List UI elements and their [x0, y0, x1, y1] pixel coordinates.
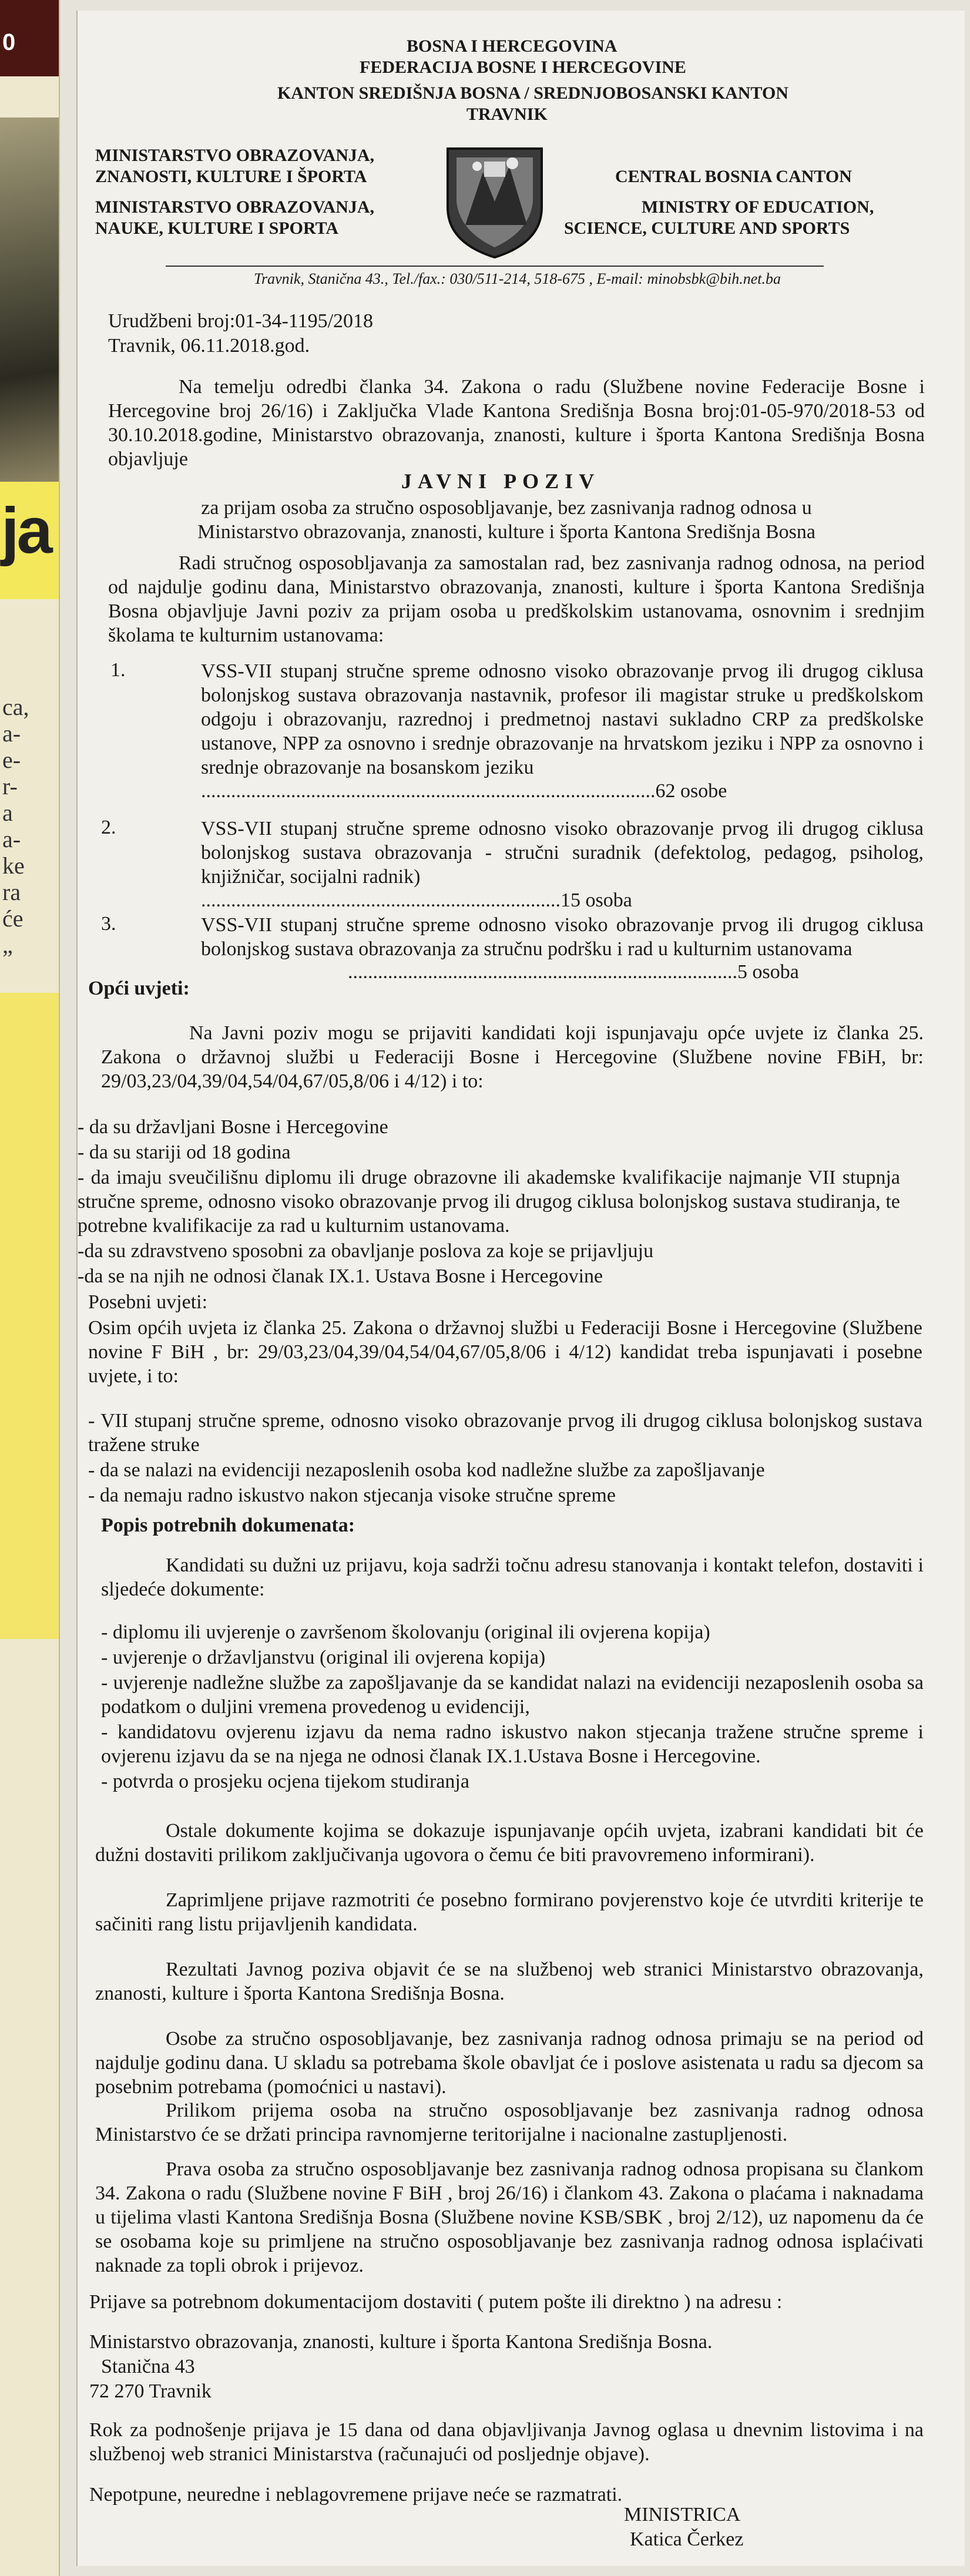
adjacent-red-bar: 0 — [0, 0, 59, 76]
general-conditions-heading: Opći uvjeti: — [88, 978, 190, 999]
special-conditions-heading: Posebni uvjeti: — [88, 1291, 208, 1313]
list-item: - kandidatovu ovjerenu izjavu da nema radno iskustvo nakon stjecanja tražene stručne spreme i ovjerenu izjavu da se na njega ne odnosi članak IX.1.Ustava Bosne i Hercegovine. — [101, 1721, 924, 1767]
position-2-count: ........................................................................15 osoba — [201, 889, 632, 911]
header-city: TRAVNIK — [466, 105, 548, 124]
list-item: -da su zdravstveno sposobni za obavljanje poslova za koje se prijavljuju — [78, 1240, 654, 1262]
paragraph-results: Rezultati Javnog poziva objavit će se na službenoj web stranici Ministarstvo obrazovanja, znanosti, kulture i športa Kantona Središnja Bosna. — [95, 1959, 924, 2004]
ministry-left-2b: NAUKE, KULTURE I SPORTA — [95, 219, 339, 238]
position-3-count: ..............................................................................5 osoba — [348, 961, 799, 983]
position-1-text: VSS-VII stupanj stručne spreme odnosno visoko obrazovanje prvog ili drugog ciklusa bolonjskog sustava obrazovanja nastavnik, profesor ili magistar struke u predškolskom odgoju i obrazovanju, razrednoj i predmetnoj nastavi sukladno CRP za predškolske ustanove, NPP za osnovno i srednje obrazovanje na hrvatskom jeziku i NPP za osnovno i srednje obrazovanje na bosanskom jeziku — [201, 660, 924, 778]
position-3-number: 3. — [101, 913, 116, 935]
position-1-count: ...........................................................................................62 osobe — [201, 780, 727, 802]
signature-name: Katica Čerkez — [630, 2528, 744, 2550]
paragraph-principles: Prilikom prijema osoba na stručno osposobljavanje bez zasnivanja radnog odnosa Ministarstvo će se držati principa ravnomjerne teritorijalne i nacionalne zastupljenosti. — [95, 2100, 924, 2145]
intro-paragraph: Na temelju odredbi članka 34. Zakona o radu (Službene novine Federacije Bosne i Hercegovine broj 26/16) i Zaključka Vlade Kantona Središnja Bosna broj:01-05-970/2018-53 od 30.10.2018.godine, Ministarstvo obrazovanja, znanosti, kulture i športa Kantona Središnja Bosna objavljuje — [108, 376, 925, 470]
canton-coat-of-arms-icon — [442, 137, 548, 260]
signature-role: MINISTRICA — [624, 2504, 741, 2525]
list-item: - da nemaju radno iskustvo nakon stjecanja visoke stručne spreme — [88, 1485, 616, 1506]
submission-address-3: 72 270 Travnik — [89, 2380, 212, 2402]
adjacent-newspaper-strip: 0 ja ca, a- e- r- a a- ke ra će „ — [0, 0, 60, 2576]
general-conditions-list — [78, 1115, 900, 1289]
documents-list — [101, 1620, 924, 1795]
documents-heading: Popis potrebnih dokumenata: — [101, 1514, 355, 1536]
documents-text: Kandidati su dužni uz prijavu, koja sadrži točnu adresu stanovanja i kontakt telefon, dostaviti i sljedeće dokumente: — [101, 1554, 924, 1600]
list-item: - potvrda o prosjeku ocjena tijekom studiranja — [101, 1771, 469, 1792]
header-divider — [166, 266, 824, 267]
list-item: - uvjerenje o državljanstvu (original ili ovjerena kopija) — [101, 1647, 546, 1668]
paragraph-duration: Osobe za stručno osposobljavanje, bez zasnivanja radnog odnosa primaju se na period od najdulje godinu dana. U skladu sa potrebama škole obavljat će i poslove asistenata u radu sa djecom sa posebnim potrebama (pomoćnici u nastavi). — [95, 2028, 924, 2098]
right-canton: CENTRAL BOSNIA CANTON — [615, 167, 852, 186]
position-2-text: VSS-VII stupanj stručne spreme odnosno visoko obrazovanje prvog ili drugog ciklusa bolonjskog sustava obrazovanja - stručni suradnik (defektolog, pedagog, psiholog, knjižničar, socijalni radnik) — [201, 818, 924, 888]
adjacent-photo — [0, 117, 59, 482]
reference-number: Urudžbeni broj:01-34-1195/2018 — [108, 310, 374, 332]
general-conditions-text: Na Javni poziv mogu se prijaviti kandidati koji ispunjavaju opće uvjete iz članka 25. Zakona o državnoj službi u Federaciji Bosne i Hercegovine (Službene novine FBiH, br: 29/03,23/04,39/04,54/04,67/05,8/06 i 4/12) i to: — [101, 1022, 924, 1092]
paragraph-committee: Zaprimljene prijave razmotriti će posebno formirano povjerenstvo koje će utvrditi kriterije te sačiniti rang listu prijavljenih kandidata. — [95, 1889, 924, 1935]
submission-incomplete-note: Nepotpune, neuredne i neblagovremene prijave neće se razmatrati. — [89, 2484, 623, 2506]
ministry-left-2a: MINISTARSTVO OBRAZOVANJA, — [95, 197, 375, 217]
reference-place-date: Travnik, 06.11.2018.god. — [108, 335, 310, 357]
submission-deadline: Rok za podnošenje prijava je 15 dana od dana objavljivanja Javnog oglasa u dnevnim listovima i na službenoj web stranici Ministarstva (računajući od posljednje objave). — [89, 2419, 924, 2465]
list-item: -da se na njih ne odnosi članak IX.1. Ustava Bosne i Hercegovine — [78, 1265, 603, 1287]
document-title: JAVNI POZIV — [401, 469, 600, 493]
header-address-line: Travnik, Stanična 43., Tel./fax.: 030/511-214, 518-675 , E-mail: minobsbk@bih.net.ba — [254, 270, 781, 287]
submission-address-1: Ministarstvo obrazovanja, znanosti, kulture i športa Kantona Središnja Bosna. — [89, 2331, 713, 2353]
position-3-text: VSS-VII stupanj stručne spreme odnosno visoko obrazovanje prvog ili drugog ciklusa bolonjskog sustava obrazovanja za stručnu podršku i rad u kulturnim ustanovama — [201, 914, 924, 960]
position-2-number: 2. — [101, 817, 116, 838]
position-1-number: 1. — [110, 659, 126, 681]
paragraph-rights: Prava osoba za stručno osposobljavanje bez zasnivanja radnog odnosa propisana su člankom 34. Zakona o radu (Službene novine F BiH , broj 26/16) i člankom 43. Zakona o plaćama i naknadama u tijelima vlasti Kantona Središnja Bosna (Službene novine KSB/SBK , broj 2/12), uz napomenu da će se osobama koje su primljene na stručno osposobljavanje bez zasnivanja radnog odnosa isplaćivati naknade za topli obrok i prijevoz. — [95, 2158, 924, 2276]
list-item: - uvjerenje nadležne službe za zapošljavanje da se kandidat nalazi na evidenciji nezaposlenih osoba sa podatkom o duljini vremena provedenog u evidenciji, — [101, 1672, 924, 1718]
header-canton: KANTON SREDIŠNJA BOSNA / SREDNJOBOSANSKI KANTON — [277, 83, 788, 103]
submission-address-2: Stanična 43 — [101, 2356, 195, 2377]
header-federation: FEDERACIJA BOSNE I HERCEGOVINE — [360, 58, 686, 77]
header-country: BOSNA I HERCEGOVINA — [407, 36, 617, 56]
list-item: - da se nalazi na evidenciji nezaposlenih osoba kod nadležne službe za zapošljavanje — [88, 1459, 765, 1481]
right-ministry-b: SCIENCE, CULTURE AND SPORTS — [564, 219, 850, 238]
public-call-document — [76, 11, 965, 2566]
document-subtitle: za prijam osoba za stručno osposobljavanje, bez zasnivanja radnog odnosa u Ministarstvo obrazovanja, znanosti, kulture i športa Kantona Središnja Bosna — [197, 497, 815, 543]
list-item: - diplomu ili uvjerenje o završenom školovanju (original ili ovjerena kopija) — [101, 1621, 710, 1643]
special-conditions-text: Osim općih uvjeta iz članka 25. Zakona o državnoj službi u Federaciji Bosne i Hercegovine (Službene novine F BiH , br: 29/03,23/04,39/04,54/04,67/05,8/06 i 4/12) kandidat treba ispunjavati i posebne uvjete, i to: — [88, 1317, 922, 1387]
submission-text: Prijave sa potrebnom dokumentacijom dostaviti ( putem pošte ili direktno ) na adresu : — [89, 2291, 783, 2313]
adjacent-headline-fragment: ja — [0, 482, 59, 599]
lead-paragraph: Radi stručnog osposobljavanja za samostalan rad, bez zasnivanja radnog odnosa, na period od najdulje godinu dana, Ministarstvo obrazovanja, znanosti, kulture i športa Kantona Središnja Bosna objavljuje Javni poziv za prijam osoba u predškolskim ustanovama, osnovnim i srednjim školama te kulturnim ustanovama: — [108, 552, 925, 646]
right-ministry-a: MINISTRY OF EDUCATION, — [642, 197, 874, 217]
special-conditions-list — [88, 1409, 922, 1509]
adjacent-yellow-panel — [0, 993, 59, 1639]
list-item: - da imaju sveučilišnu diplomu ili druge obrazovne ili akademske kvalifikacije najmanje VII stupnja stručne spreme, odnosno visoko obrazovanje prvog ili drugog ciklusa bolonjskog sustava studiranja, te potrebne kvalifikacije za rad u kulturnim ustanovama. — [78, 1167, 900, 1237]
list-item: - da su državljani Bosne i Hercegovine — [78, 1116, 388, 1138]
list-item: - VII stupanj stručne spreme, odnosno visoko obrazovanje prvog ili drugog ciklusa bolonjskog sustava tražene struke — [88, 1410, 922, 1456]
list-item: - da su stariji od 18 godina — [78, 1141, 291, 1163]
paragraph-other-documents: Ostale dokumente kojima se dokazuje ispunjavanje općih uvjeta, izabrani kandidati bit će dužni dostaviti prilikom zaključivanja ugovora o čemu će biti pravovremeno informirani). — [95, 1820, 924, 1866]
ministry-left-1b: ZNANOSTI, KULTURE I ŠPORTA — [95, 167, 367, 186]
ministry-left-1a: MINISTARSTVO OBRAZOVANJA, — [95, 146, 375, 165]
